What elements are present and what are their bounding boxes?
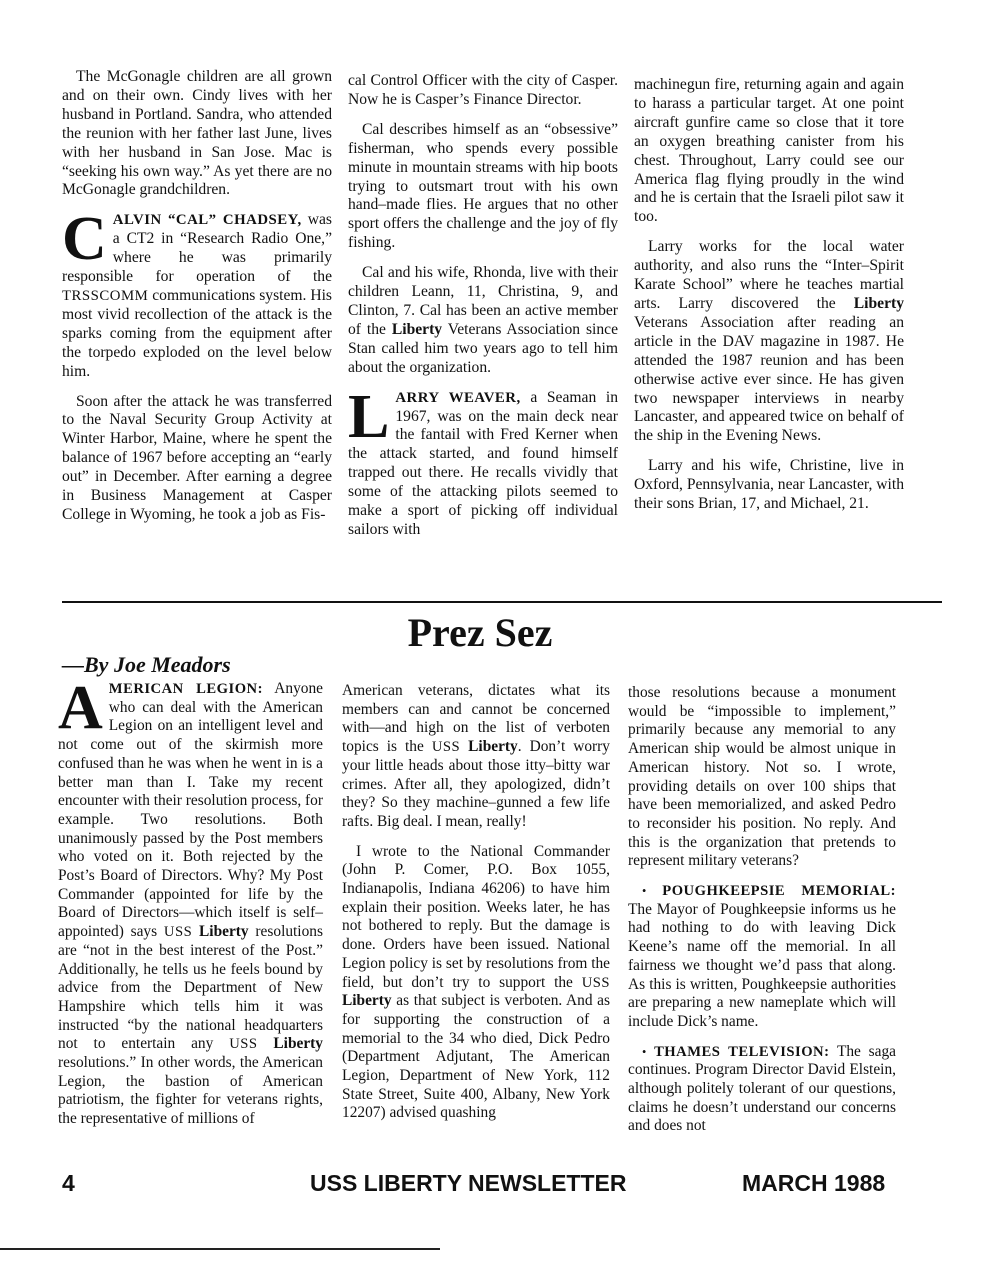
- paragraph: machinegun fire, returning again and again to harass a particular target. At one point aircraft gunfire came so close that it tore an oxygen breathing canister from his chest. Throughout, Larry could see our America flag flying proudly in the wind and he is certain that the Israeli pilot saw it too.: [634, 76, 904, 226]
- ship-prefix: USS: [581, 974, 610, 991]
- paragraph: Cal describes himself as an “obsessive” fisherman, who spends every possible minute in mountain streams with hip boots trying to outsmart trout with his own hand–made flies. He argues that no other sport offers the challenge and the joy of fly fishing.: [348, 120, 618, 252]
- top-column-1: [62, 68, 332, 536]
- ship-prefix: USS: [229, 1036, 258, 1053]
- article-byline: —By Joe Meadors: [62, 652, 231, 677]
- text-run: as that subject is verboten. And as for supporting the construction of a memorial to the 34 who died, Dick Pedro (Department Adjutant, The American Legion, Department of New York, 112 State Street, Suite 400, Albany, New York 12207) advised quashing: [342, 992, 610, 1122]
- profile-name: ALVIN “CAL” CHADSEY,: [112, 212, 302, 229]
- drop-cap: A: [58, 674, 103, 742]
- article-column-3: [628, 684, 896, 1147]
- profile-name: ARRY WEAVER,: [395, 389, 521, 406]
- section-lead: MERICAN LEGION:: [108, 681, 263, 697]
- text-run: Larry works for the local water authority, and also runs the “Inter–Spirit Karate School” where he teaches martial arts. Larry discovered the: [634, 238, 904, 312]
- paragraph: [342, 682, 610, 832]
- page-number: 4: [62, 1170, 75, 1196]
- ship-name: Liberty: [853, 294, 904, 312]
- bullet-icon: •: [642, 884, 647, 899]
- drop-cap: L: [348, 382, 390, 451]
- text-run: Veterans Association since Stan called him two years ago to tell him about the organization.: [348, 320, 618, 376]
- text-run: resolutions are “not in the best interest of the Post.” Additionally, he tells us he feels bound by advice from the Department of New Hampshire which tells him it was instructed “by the national headquarters not to entertain any: [58, 923, 323, 1053]
- text-run: Veterans Association after reading an article in the DAV magazine in 1987. He attended the 1987 reunion and has been otherwise active ever since. He has given two newspaper interviews in nearby Lancaster, and appeared twice on behalf of the ship in the Evening News.: [634, 313, 904, 445]
- ship-name: Liberty: [342, 992, 392, 1010]
- page-footer: [0, 1170, 1000, 1204]
- paragraph: cal Control Officer with the city of Casper. Now he is Casper’s Finance Director.: [348, 72, 618, 108]
- text-run: American veterans, dictates what its members can and cannot be concerned with—and high on the list of verboten topics is the: [342, 682, 610, 756]
- issue-date: MARCH 1988: [742, 1170, 886, 1196]
- ship-prefix: USS: [431, 739, 461, 756]
- system-name: TRSSCOMM: [62, 287, 149, 304]
- section-lead: THAMES TELEVISION:: [654, 1043, 830, 1060]
- top-column-3: [634, 76, 904, 525]
- paragraph: [58, 674, 323, 1129]
- article-column-2: [342, 682, 610, 1134]
- article-column-1: [58, 674, 323, 1140]
- text-run: The saga continues. Program Director David Elstein, although politely tolerant of our questions, claims he doesn’t understand our concerns and does not: [628, 1042, 896, 1135]
- text-run: Cal and his wife, Rhonda, live with their children Leann, 11, Christina, 9, and Clinton, 7. Cal has been an active member of the: [348, 264, 618, 338]
- paragraph: The McGonagle children are all grown and on their own. Cindy lives with her husband in Portland. Sandra, who attended the reunion with her father last June, lives with her husband in San Jose. Mac is “seeking his own way.” As yet there are no McGonagle grandchildren.: [62, 68, 332, 199]
- paragraph: those resolutions because a monument would be “impossible to implement,” primarily because any memorial to any American ship would be almost unique in American history. Not so. I wrote, providing details on over 100 ships that have been memorialized, and asked Pedro to reconsider his position. No reply. And this is the organization that pretends to represent military veterans?: [628, 684, 896, 870]
- profile-weaver: [348, 382, 619, 540]
- publication-name: USS LIBERTY NEWSLETTER: [310, 1170, 627, 1196]
- paragraph: Soon after the attack he was transferred to the Naval Security Group Activity at Winter Harbor, Maine, where he spent the balance of 1967 before accepting an “early out” in December. After earning a degree in Business Management at Casper College in Wyoming, he took a job as Fis-: [62, 392, 332, 523]
- section-divider: [62, 601, 942, 603]
- profile-chadsey: [62, 205, 332, 381]
- ship-name: Liberty: [468, 738, 518, 756]
- paragraph: [348, 264, 618, 377]
- ship-name: Liberty: [391, 320, 443, 338]
- paragraph: [628, 882, 896, 1032]
- text-run: The Mayor of Poughkeepsie informs us he had nothing to do with leaving Dick Keene’s name off the memorial. In all fairness we thought we’d pass that along. As this is written, Poughkeepsie authorities are preparing a new nameplate which will include Dick’s name.: [628, 900, 896, 1030]
- ship-name: Liberty: [199, 923, 249, 941]
- drop-cap: C: [62, 205, 107, 274]
- text-run: I wrote to the National Commander (John P. Comer, P.O. Box 1055, Indianapolis, Indiana 46206) to have him explain their position. Weeks later, he has not bothered to reply. But the damage is done. Orders have been issued. National Legion policy is set by resolutions from the field, but don’t try to support the: [342, 842, 611, 991]
- profile-text: was a CT2 in “Research Radio One,” where he was primarily responsible for operation of the: [62, 211, 332, 286]
- paragraph: [634, 238, 904, 446]
- profile-text: a Seaman in 1967, was on the main deck near the fantail with Fred Kerner when the attack started, and found himself trapped out there. He recalls vividly that some of the attacking pilots seemed to make a sport of picking off individual sailors with: [348, 388, 619, 538]
- bullet-icon: •: [642, 1044, 647, 1059]
- text-run: Anyone who can deal with the American Legion on an intelligent level and not come out of the skirmish more confused than he was when he went in is a better man than I. Take my recent encounter with their resolution process, for example. Two resolutions. Both unanimously passed by the Post members who voted on it. Both rejected by the Post’s Board of Directors. Why? My Post Commander (appointed for life by the Board of Directors—which itself is self–appointed) says: [58, 680, 323, 941]
- bottom-rule: [0, 1248, 440, 1250]
- top-column-2: [348, 72, 618, 551]
- ship-prefix: USS: [163, 924, 193, 941]
- profile-text: communications system. His most vivid recollection of the attack is the sparks coming from the equipment after the torpedo exploded on the level below him.: [62, 286, 332, 380]
- section-lead: POUGHKEEPSIE MEMORIAL:: [662, 883, 896, 900]
- ship-name: Liberty: [273, 1035, 323, 1053]
- text-run: resolutions.” In other words, the American Legion, the bastion of American patriotism, the fighter for veterans rights, the representative of millions of: [58, 1054, 323, 1128]
- paragraph: Larry and his wife, Christine, live in Oxford, Pennsylvania, near Lancaster, with their sons Brian, 17, and Michael, 21.: [634, 457, 905, 513]
- text-run: . Don’t worry your little heads about those itty–bitty war crimes. After all, they apologized, didn’t they? So they machine–gunned a few life rafts. Big deal. I mean, really!: [342, 738, 610, 830]
- paragraph: [628, 1043, 896, 1137]
- article-title: Prez Sez: [407, 610, 553, 655]
- paragraph: [342, 843, 610, 1124]
